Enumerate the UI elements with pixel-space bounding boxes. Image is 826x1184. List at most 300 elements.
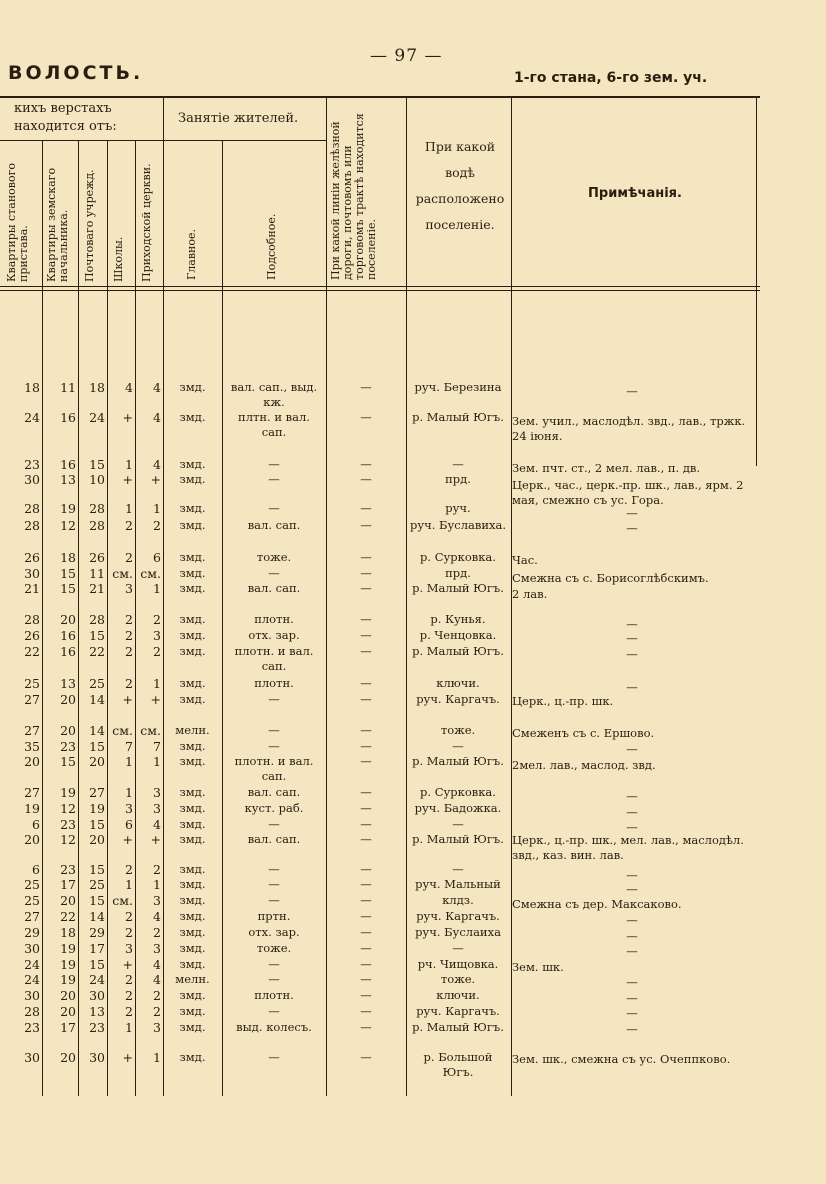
cell-a: 20 bbox=[24, 754, 40, 769]
cell-note: Церк., ц.-пр. шк. bbox=[512, 694, 614, 708]
cell-aux: — bbox=[268, 817, 280, 831]
cell-c: 25 bbox=[89, 877, 105, 892]
cell-road: — bbox=[360, 754, 372, 768]
cell-note: — bbox=[626, 617, 638, 631]
cell-e: 3 bbox=[153, 628, 161, 643]
cell-water: р. Большой Югъ. bbox=[423, 1050, 493, 1079]
cell-water: руч. Мальный bbox=[415, 877, 501, 891]
cell-a: 28 bbox=[24, 1004, 40, 1019]
cell-c: 15 bbox=[89, 817, 105, 832]
cell-b: 20 bbox=[60, 893, 76, 908]
cell-water: р. Малый Югъ. bbox=[412, 832, 504, 846]
cell-c: 15 bbox=[89, 862, 105, 877]
cell-e: 4 bbox=[153, 957, 161, 972]
cell-c: 21 bbox=[89, 581, 105, 596]
cell-b: 20 bbox=[60, 612, 76, 627]
cell-c: 19 bbox=[89, 801, 105, 816]
cell-water: р. Малый Югъ. bbox=[412, 754, 504, 768]
cell-e: см. bbox=[140, 723, 161, 738]
cell-d: 2 bbox=[125, 862, 133, 877]
cell-c: 18 bbox=[89, 380, 105, 395]
cell-e: 4 bbox=[153, 380, 161, 395]
cell-d: 2 bbox=[125, 518, 133, 533]
volost-heading: ВОЛОСТЬ. bbox=[8, 62, 144, 84]
cell-road: — bbox=[360, 988, 372, 1002]
cell-road: — bbox=[360, 739, 372, 753]
cell-c: 24 bbox=[89, 410, 105, 425]
cell-b: 12 bbox=[60, 801, 76, 816]
stan-heading: 1-го стана, 6-го зем. уч. bbox=[514, 70, 708, 86]
cell-main: змд. bbox=[179, 612, 206, 626]
cell-e: 1 bbox=[153, 754, 161, 769]
cell-d: + bbox=[122, 692, 133, 707]
cell-aux: тоже. bbox=[256, 941, 292, 955]
cell-b: 19 bbox=[60, 785, 76, 800]
cell-b: 19 bbox=[60, 957, 76, 972]
cell-water: р. Кунья. bbox=[430, 612, 486, 626]
cell-note: — bbox=[626, 742, 638, 756]
cell-aux: — bbox=[268, 501, 280, 515]
cell-aux: — bbox=[268, 472, 280, 486]
cell-main: змд. bbox=[179, 909, 206, 923]
cell-road: — bbox=[360, 1050, 372, 1064]
cell-road: — bbox=[360, 785, 372, 799]
cell-d: + bbox=[122, 957, 133, 972]
cell-c: 23 bbox=[89, 1020, 105, 1035]
cell-aux: — bbox=[268, 739, 280, 753]
cell-aux: вал. сап. bbox=[247, 785, 301, 799]
cell-road: — bbox=[360, 501, 372, 515]
cell-aux: вал. сап. bbox=[247, 832, 301, 846]
cell-e: 3 bbox=[153, 1020, 161, 1035]
cell-a: 24 bbox=[24, 972, 40, 987]
cell-c: 28 bbox=[89, 612, 105, 627]
cell-aux: плотн. bbox=[254, 676, 294, 690]
cell-a: 18 bbox=[24, 380, 40, 395]
cell-e: 3 bbox=[153, 941, 161, 956]
cell-note: — bbox=[626, 680, 638, 694]
cell-b: 19 bbox=[60, 941, 76, 956]
cell-c: 14 bbox=[89, 692, 105, 707]
cell-b: 16 bbox=[60, 644, 76, 659]
cell-road: — bbox=[360, 877, 372, 891]
cell-water: — bbox=[452, 457, 464, 471]
cell-a: 25 bbox=[24, 676, 40, 691]
cell-e: + bbox=[150, 692, 161, 707]
cell-water: — bbox=[452, 739, 464, 753]
cell-main: змд. bbox=[179, 817, 206, 831]
cell-note: — bbox=[626, 1022, 638, 1036]
cell-note: — bbox=[626, 521, 638, 535]
cell-c: 11 bbox=[89, 566, 105, 581]
cell-d: 2 bbox=[125, 988, 133, 1003]
cell-main: змд. bbox=[179, 472, 206, 486]
cell-note: — bbox=[626, 805, 638, 819]
cell-note: — bbox=[626, 868, 638, 882]
cell-d: 4 bbox=[125, 380, 133, 395]
cell-e: 4 bbox=[153, 909, 161, 924]
cell-b: 22 bbox=[60, 909, 76, 924]
cell-d: см. bbox=[112, 566, 133, 581]
cell-water: — bbox=[452, 862, 464, 876]
cell-note: — bbox=[626, 789, 638, 803]
cell-e: 2 bbox=[153, 925, 161, 940]
cell-c: 14 bbox=[89, 909, 105, 924]
cell-c: 20 bbox=[89, 754, 105, 769]
cell-road: — bbox=[360, 925, 372, 939]
cell-d: + bbox=[122, 410, 133, 425]
cell-note: Зем. пчт. ст., 2 мел. лав., п. дв. bbox=[512, 461, 701, 475]
cell-b: 18 bbox=[60, 925, 76, 940]
header-col-post: Почтоваго учрежд. bbox=[83, 169, 96, 282]
cell-main: змд. bbox=[179, 877, 206, 891]
cell-main: змд. bbox=[179, 925, 206, 939]
cell-b: 15 bbox=[60, 754, 76, 769]
cell-c: 28 bbox=[89, 501, 105, 516]
cell-road: — bbox=[360, 566, 372, 580]
cell-c: 15 bbox=[89, 739, 105, 754]
cell-a: 21 bbox=[24, 581, 40, 596]
cell-a: 20 bbox=[24, 832, 40, 847]
cell-road: — bbox=[360, 817, 372, 831]
cell-aux: тоже. bbox=[256, 550, 292, 564]
cell-road: — bbox=[360, 723, 372, 737]
cell-aux: — bbox=[268, 1050, 280, 1064]
cell-note: — bbox=[626, 820, 638, 834]
cell-a: 35 bbox=[24, 739, 40, 754]
cell-aux: — bbox=[268, 457, 280, 471]
cell-road: — bbox=[360, 472, 372, 486]
cell-note: — bbox=[626, 1006, 638, 1020]
cell-e: 3 bbox=[153, 785, 161, 800]
cell-water: руч. Каргачъ. bbox=[416, 692, 500, 706]
cell-c: 15 bbox=[89, 957, 105, 972]
cell-aux: — bbox=[268, 692, 280, 706]
header-distance-group: кихъ верстахъ находится отъ: bbox=[14, 101, 117, 134]
cell-aux: плотн. и вал. сап. bbox=[234, 754, 314, 783]
header-col-main: Главное. bbox=[185, 229, 198, 280]
cell-main: змд. bbox=[179, 581, 206, 595]
cell-aux: вал. сап. bbox=[247, 518, 301, 532]
cell-e: 2 bbox=[153, 644, 161, 659]
cell-note: — bbox=[626, 631, 638, 645]
cell-water: р. Малый Югъ. bbox=[412, 581, 504, 595]
cell-road: — bbox=[360, 957, 372, 971]
cell-road: — bbox=[360, 801, 372, 815]
cell-d: 7 bbox=[125, 739, 133, 754]
cell-note: — bbox=[626, 913, 638, 927]
cell-note: — bbox=[626, 929, 638, 943]
cell-main: змд. bbox=[179, 862, 206, 876]
cell-aux: — bbox=[268, 877, 280, 891]
cell-d: + bbox=[122, 1050, 133, 1065]
cell-main: змд. bbox=[179, 1004, 206, 1018]
cell-main: змд. bbox=[179, 692, 206, 706]
cell-c: 29 bbox=[89, 925, 105, 940]
cell-b: 13 bbox=[60, 472, 76, 487]
cell-road: — bbox=[360, 909, 372, 923]
cell-note: 2 лав. bbox=[512, 587, 548, 601]
cell-main: змд. bbox=[179, 957, 206, 971]
cell-e: 4 bbox=[153, 457, 161, 472]
cell-a: 28 bbox=[24, 612, 40, 627]
cell-a: 30 bbox=[24, 1050, 40, 1065]
cell-water: — bbox=[452, 817, 464, 831]
cell-b: 19 bbox=[60, 972, 76, 987]
cell-water: прд. bbox=[445, 566, 471, 580]
cell-main: змд. bbox=[179, 1050, 206, 1064]
cell-main: змд. bbox=[179, 501, 206, 515]
cell-main: змд. bbox=[179, 550, 206, 564]
cell-note: — bbox=[626, 975, 638, 989]
cell-a: 27 bbox=[24, 723, 40, 738]
cell-b: 16 bbox=[60, 457, 76, 472]
cell-e: 1 bbox=[153, 501, 161, 516]
cell-e: 1 bbox=[153, 676, 161, 691]
cell-water: р. Малый Югъ. bbox=[412, 644, 504, 658]
cell-b: 17 bbox=[60, 1020, 76, 1035]
cell-c: 27 bbox=[89, 785, 105, 800]
cell-d: 2 bbox=[125, 644, 133, 659]
cell-b: 16 bbox=[60, 628, 76, 643]
cell-a: 22 bbox=[24, 644, 40, 659]
cell-a: 26 bbox=[24, 628, 40, 643]
cell-d: 2 bbox=[125, 676, 133, 691]
cell-main: мелн. bbox=[175, 723, 210, 737]
cell-b: 20 bbox=[60, 1004, 76, 1019]
cell-e: 7 bbox=[153, 739, 161, 754]
cell-road: — bbox=[360, 832, 372, 846]
cell-e: 6 bbox=[153, 550, 161, 565]
cell-water: руч. Бадожка. bbox=[414, 801, 502, 815]
cell-d: 3 bbox=[125, 581, 133, 596]
cell-d: 1 bbox=[125, 1020, 133, 1035]
cell-main: змд. bbox=[179, 754, 206, 768]
cell-road: — bbox=[360, 676, 372, 690]
cell-road: — bbox=[360, 550, 372, 564]
cell-d: 2 bbox=[125, 550, 133, 565]
cell-road: — bbox=[360, 628, 372, 642]
cell-d: 2 bbox=[125, 612, 133, 627]
header-occupation-group: Занятіе жителей. bbox=[178, 111, 299, 126]
cell-note: Зем. шк. bbox=[512, 960, 564, 974]
cell-a: 30 bbox=[24, 941, 40, 956]
cell-e: 2 bbox=[153, 612, 161, 627]
cell-road: — bbox=[360, 380, 372, 394]
cell-aux: — bbox=[268, 957, 280, 971]
cell-d: 2 bbox=[125, 628, 133, 643]
cell-aux: вал. сап. bbox=[247, 581, 301, 595]
cell-road: — bbox=[360, 518, 372, 532]
cell-e: + bbox=[150, 472, 161, 487]
cell-e: 1 bbox=[153, 877, 161, 892]
cell-a: 30 bbox=[24, 988, 40, 1003]
cell-note: Церк., ц.-пр. шк., мел. лав., маслодѣл. звд., каз. вин. лав. bbox=[512, 833, 744, 862]
cell-a: 30 bbox=[24, 472, 40, 487]
cell-water: руч. Буслаиха bbox=[415, 925, 501, 939]
cell-a: 29 bbox=[24, 925, 40, 940]
cell-e: + bbox=[150, 832, 161, 847]
cell-e: 3 bbox=[153, 893, 161, 908]
header-col-road: При какой линіи желѣзной дороги, почтовомъ или торговомъ трактѣ находится поселеніе. bbox=[329, 113, 378, 280]
cell-main: змд. bbox=[179, 893, 206, 907]
cell-aux: — bbox=[268, 1004, 280, 1018]
cell-a: 28 bbox=[24, 501, 40, 516]
cell-main: змд. bbox=[179, 801, 206, 815]
cell-main: змд. bbox=[179, 832, 206, 846]
cell-b: 13 bbox=[60, 676, 76, 691]
cell-water: тоже. bbox=[440, 972, 476, 986]
header-col-water: При какой водѣ расположено поселеніе. bbox=[415, 139, 505, 232]
cell-water: руч. Каргачъ. bbox=[416, 1004, 500, 1018]
cell-note: Зем. учил., маслодѣл. звд., лав., тржк. 24 іюня. bbox=[512, 414, 746, 443]
cell-main: змд. bbox=[179, 739, 206, 753]
cell-d: 1 bbox=[125, 877, 133, 892]
header-col-aux: Подсобное. bbox=[265, 213, 278, 280]
cell-e: 4 bbox=[153, 817, 161, 832]
cell-a: 23 bbox=[24, 1020, 40, 1035]
cell-main: змд. bbox=[179, 380, 206, 394]
header-col-church: Приходской церкви. bbox=[140, 163, 153, 282]
cell-note: Зем. шк., смежна съ ус. Очеппково. bbox=[512, 1052, 731, 1066]
cell-aux: плотн. bbox=[254, 612, 294, 626]
cell-d: 3 bbox=[125, 941, 133, 956]
cell-e: 2 bbox=[153, 988, 161, 1003]
cell-aux: куст. раб. bbox=[244, 801, 304, 815]
cell-note: — bbox=[626, 506, 638, 520]
cell-main: змд. bbox=[179, 410, 206, 424]
cell-c: 28 bbox=[89, 518, 105, 533]
cell-d: 1 bbox=[125, 501, 133, 516]
cell-main: мелн. bbox=[175, 972, 210, 986]
cell-a: 27 bbox=[24, 909, 40, 924]
cell-road: — bbox=[360, 644, 372, 658]
cell-aux: отх. зар. bbox=[248, 925, 300, 939]
cell-c: 17 bbox=[89, 941, 105, 956]
cell-a: 26 bbox=[24, 550, 40, 565]
cell-e: 2 bbox=[153, 518, 161, 533]
cell-main: змд. bbox=[179, 566, 206, 580]
cell-a: 25 bbox=[24, 877, 40, 892]
cell-aux: плотн. и вал. сап. bbox=[234, 644, 314, 673]
header-col-school: Школы. bbox=[112, 236, 125, 282]
cell-main: змд. bbox=[179, 676, 206, 690]
cell-b: 15 bbox=[60, 566, 76, 581]
cell-a: 19 bbox=[24, 801, 40, 816]
cell-road: — bbox=[360, 1004, 372, 1018]
cell-c: 14 bbox=[89, 723, 105, 738]
cell-c: 24 bbox=[89, 972, 105, 987]
cell-road: — bbox=[360, 941, 372, 955]
cell-d: 2 bbox=[125, 972, 133, 987]
cell-b: 12 bbox=[60, 832, 76, 847]
cell-note: Церк., час., церк.-пр. шк., лав., ярм. 2 мая, смежно съ ус. Гора. bbox=[512, 478, 744, 507]
cell-b: 20 bbox=[60, 723, 76, 738]
cell-aux: плотн. bbox=[254, 988, 294, 1002]
cell-d: см. bbox=[112, 893, 133, 908]
cell-c: 30 bbox=[89, 1050, 105, 1065]
cell-e: 1 bbox=[153, 1050, 161, 1065]
cell-a: 27 bbox=[24, 785, 40, 800]
cell-b: 16 bbox=[60, 410, 76, 425]
cell-main: змд. bbox=[179, 628, 206, 642]
cell-a: 27 bbox=[24, 692, 40, 707]
cell-water: клдз. bbox=[442, 893, 474, 907]
cell-d: + bbox=[122, 832, 133, 847]
cell-d: 1 bbox=[125, 754, 133, 769]
cell-water: р. Сурковка. bbox=[420, 550, 496, 564]
cell-b: 20 bbox=[60, 988, 76, 1003]
cell-road: — bbox=[360, 581, 372, 595]
cell-c: 15 bbox=[89, 628, 105, 643]
cell-b: 17 bbox=[60, 877, 76, 892]
cell-road: — bbox=[360, 692, 372, 706]
cell-aux: — bbox=[268, 893, 280, 907]
cell-water: р. Малый Югъ. bbox=[412, 410, 504, 424]
cell-c: 20 bbox=[89, 832, 105, 847]
cell-main: змд. bbox=[179, 518, 206, 532]
cell-d: 2 bbox=[125, 1004, 133, 1019]
cell-note: — bbox=[626, 647, 638, 661]
cell-road: — bbox=[360, 1020, 372, 1034]
cell-water: ключи. bbox=[436, 988, 480, 1002]
cell-d: + bbox=[122, 472, 133, 487]
cell-d: 3 bbox=[125, 801, 133, 816]
cell-water: руч. Буславиха. bbox=[410, 518, 506, 532]
cell-main: змд. bbox=[179, 1020, 206, 1034]
cell-aux: вал. сап., выд. кж. bbox=[230, 380, 318, 409]
cell-water: прд. bbox=[445, 472, 471, 486]
cell-main: змд. bbox=[179, 644, 206, 658]
cell-note: Смеженъ съ с. Ершово. bbox=[512, 726, 655, 740]
cell-aux: плтн. и вал. сап. bbox=[238, 410, 310, 439]
cell-d: 2 bbox=[125, 909, 133, 924]
cell-a: 24 bbox=[24, 410, 40, 425]
cell-road: — bbox=[360, 862, 372, 876]
cell-e: 2 bbox=[153, 862, 161, 877]
cell-b: 23 bbox=[60, 817, 76, 832]
cell-water: — bbox=[452, 941, 464, 955]
cell-c: 30 bbox=[89, 988, 105, 1003]
cell-road: — bbox=[360, 457, 372, 471]
cell-a: 6 bbox=[32, 862, 40, 877]
page-number: — 97 — bbox=[370, 46, 443, 66]
cell-note: — bbox=[626, 882, 638, 896]
cell-main: змд. bbox=[179, 941, 206, 955]
cell-main: змд. bbox=[179, 457, 206, 471]
cell-water: руч. Березина bbox=[414, 380, 502, 394]
cell-b: 20 bbox=[60, 692, 76, 707]
cell-aux: — bbox=[268, 972, 280, 986]
cell-b: 19 bbox=[60, 501, 76, 516]
cell-c: 15 bbox=[89, 893, 105, 908]
cell-water: руч. Каргачъ. bbox=[416, 909, 500, 923]
cell-road: — bbox=[360, 612, 372, 626]
cell-aux: — bbox=[268, 723, 280, 737]
cell-b: 23 bbox=[60, 862, 76, 877]
cell-b: 20 bbox=[60, 1050, 76, 1065]
header-col-notes: Примѣчанія. bbox=[588, 186, 682, 201]
cell-road: — bbox=[360, 893, 372, 907]
cell-e: 4 bbox=[153, 972, 161, 987]
cell-aux: — bbox=[268, 862, 280, 876]
cell-note: 2мел. лав., маслод. звд. bbox=[512, 758, 656, 772]
cell-d: 1 bbox=[125, 785, 133, 800]
cell-e: 4 bbox=[153, 410, 161, 425]
cell-c: 26 bbox=[89, 550, 105, 565]
cell-water: р. Сурковка. bbox=[420, 785, 496, 799]
cell-d: 1 bbox=[125, 457, 133, 472]
